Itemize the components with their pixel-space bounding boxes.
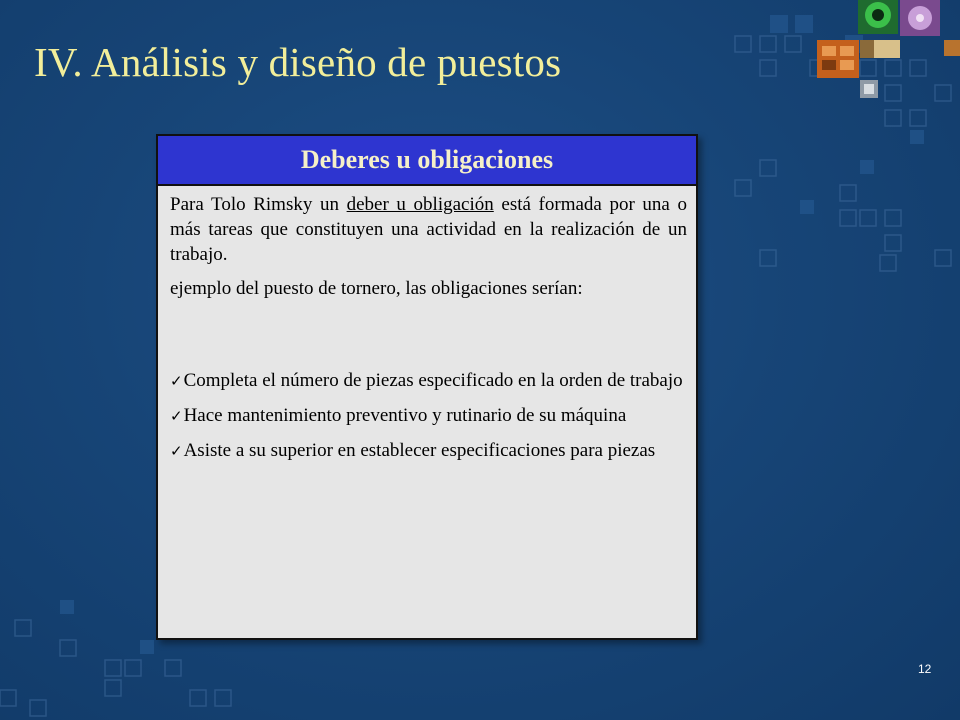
checkmark-icon: ✓ [170, 407, 183, 425]
photo-keyboard [817, 40, 859, 78]
bullet-text: Completa el número de piezas especificado en la orden de trabajo [183, 370, 683, 391]
photo-green-eye [858, 0, 898, 34]
intro-prefix: Para Tolo Rimsky un [170, 194, 347, 215]
checkmark-icon: ✓ [170, 442, 183, 460]
bullet-item [170, 438, 687, 464]
page-number: 12 [918, 662, 932, 676]
intro-suffix: está formada por una o más tareas que constituyen una actividad en la realización de un trabajo. [170, 194, 687, 265]
checkmark-icon: ✓ [170, 372, 183, 390]
bullet-text: Hace mantenimiento preventivo y rutinario de su máquina [183, 405, 627, 426]
photo-people [860, 40, 960, 58]
spacer [170, 310, 687, 368]
photo-purple-flower [900, 0, 940, 36]
bullet-text: Asiste a su superior en establecer especificaciones para piezas [183, 440, 656, 461]
intro-paragraph [170, 192, 687, 267]
bullet-item [170, 403, 687, 429]
card-body [158, 186, 696, 464]
intro-underlined-term: deber u obligación [346, 194, 494, 215]
content-card [156, 134, 698, 640]
card-header: Deberes u obligaciones [158, 136, 696, 186]
slide-title: IV. Análisis y diseño de puestos [34, 39, 562, 85]
bullet-item [170, 368, 687, 394]
example-paragraph: ejemplo del puesto de tornero, las obligaciones serían: [170, 278, 583, 299]
photo-small [860, 80, 878, 98]
